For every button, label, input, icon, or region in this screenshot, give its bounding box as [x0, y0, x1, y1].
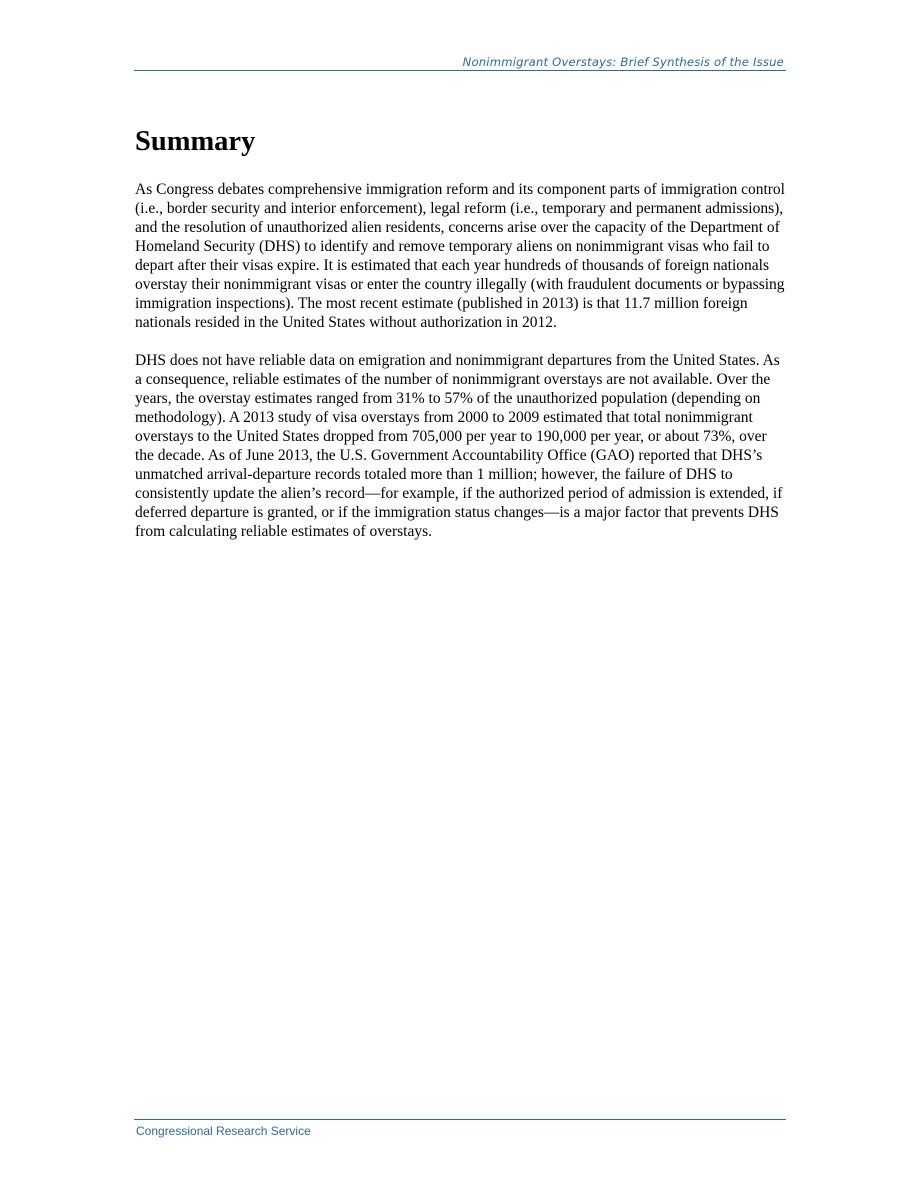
page-content [135, 125, 787, 560]
summary-paragraph-2: DHS does not have reliable data on emigration and nonimmigrant departures from the United States. As a consequence, reliable estimates of the number of nonimmigrant overstays are not available. Over the years, the overstay estimates ranged from 31% to 57% of the unauthorized population (depending on methodology). A 2013 study of visa overstays from 2000 to 2009 estimated that total nonimmigrant overstays to the United States dropped from 705,000 per year to 190,000 per year, or about 73%, over the decade. As of June 2013, the U.S. Government Accountability Office (GAO) reported that DHS’s unmatched arrival-departure records totaled more than 1 million; however, the failure of DHS to consistently update the alien’s record—for example, if the authorized period of admission is extended, if deferred departure is granted, or if the immigration status changes—is a major factor that prevents DHS from calculating reliable estimates of overstays. [135, 352, 783, 540]
footer-source: Congressional Research Service [136, 1124, 311, 1138]
running-footer [134, 1119, 786, 1138]
running-header [134, 54, 786, 71]
summary-heading: Summary [135, 126, 256, 157]
running-header-title: Nonimmigrant Overstays: Brief Synthesis of the Issue [462, 55, 784, 69]
summary-paragraph-1: As Congress debates comprehensive immigration reform and its component parts of immigration control (i.e., border security and interior enforcement), legal reform (i.e., temporary and permanent admissions), and the resolution of unauthorized alien residents, concerns arise over the capacity of the Department of Homeland Security (DHS) to identify and remove temporary aliens on nonimmigrant visas who fail to depart after their visas expire. It is estimated that each year hundreds of thousands of foreign nationals overstay their nonimmigrant visas or enter the country illegally (with fraudulent documents or bypassing immigration inspections). The most recent estimate (published in 2013) is that 11.7 million foreign nationals resided in the United States without authorization in 2012. [135, 181, 785, 331]
